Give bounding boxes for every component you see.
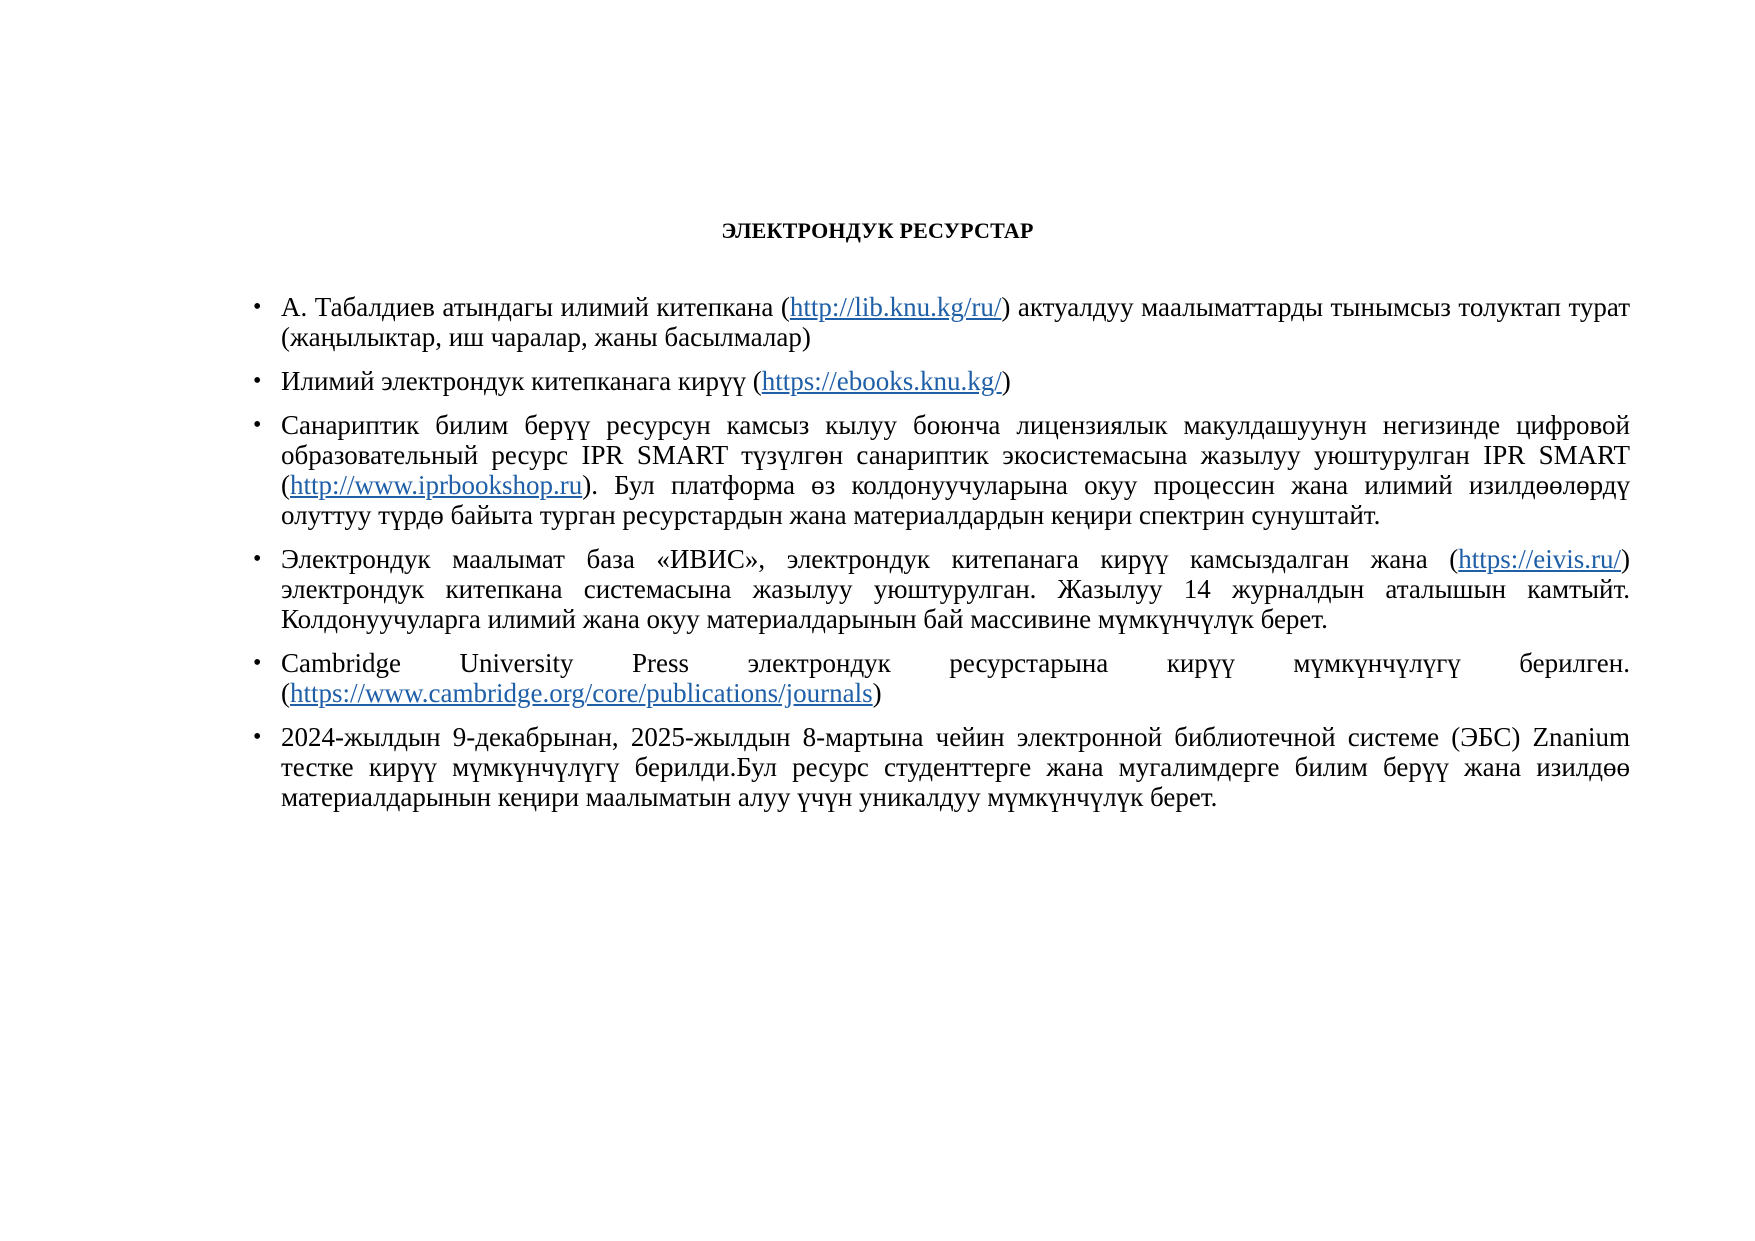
cambridge-link[interactable]: https://www.cambridge.org/core/publications/journals: [290, 678, 873, 708]
list-item: [253, 648, 1630, 708]
lib-knu-link[interactable]: http://lib.knu.kg/ru/: [789, 292, 1002, 322]
list-item: [253, 292, 1630, 352]
item-text-before: Илимий электрондук китепканага кирүү (: [281, 366, 762, 396]
eivis-link[interactable]: https://eivis.ru/: [1458, 544, 1621, 574]
item-text-before: Санариптик билим берүү ресурсун камсыз кылуу боюнча лицензиялык макулдашуунун негизинде цифровой образовательный ресурс IPR SMART түзүлгөн санариптик экосистемасына жазылуу уюштурулган IPR SMART (: [281, 410, 1630, 500]
page-title: ЭЛЕКТРОНДУК РЕСУРСТАР: [721, 218, 1034, 243]
iprbookshop-link[interactable]: http://www.iprbookshop.ru: [290, 470, 583, 500]
list-item: [253, 410, 1630, 530]
resource-list: [253, 292, 1630, 826]
item-text-before: А. Табалдиев атындагы илимий китепкана (: [281, 292, 790, 322]
list-item: [253, 722, 1630, 812]
list-item: [253, 366, 1630, 396]
ebooks-knu-link[interactable]: https://ebooks.knu.kg/: [761, 366, 1002, 396]
item-text-after: ) актуалдуу маалыматтарды тынымсыз толуктап турат (жаңылыктар, иш чаралар, жаны басылмалар): [281, 292, 1630, 352]
bullet-icon: •: [253, 724, 262, 750]
item-text-before: Электрондук маалымат база «ИВИС», электрондук китепанага кирүү камсыздалган жана (: [281, 544, 1459, 574]
bullet-icon: •: [253, 650, 262, 676]
item-text-after: ). Бул платформа өз колдонуучуларына окуу процессин жана илимий изилдөөлөрдү олуттуу түрдө байыта турган ресурстардын жана материалдардын кеңири спектрин сунуштайт.: [281, 470, 1630, 530]
list-item: [253, 544, 1630, 634]
bullet-icon: •: [253, 546, 262, 572]
item-text-after: ) электрондук китепкана системасына жазылуу уюштурулган. Жазылуу 14 журналдын аталышын камтыйт. Колдонуучуларга илимий жана окуу материалдарынын бай массивине мүмкүнчүлүк берет.: [281, 544, 1630, 634]
item-text-before: 2024-жылдын 9-декабрынан, 2025-жылдын 8-мартына чейин электронной библиотечной системе (ЭБС) Znanium тестке кирүү мүмкүнчүлүгү берилди.Бул ресурс студенттерге жана мугалимдерге билим берүү жана изилдөө материалдарынын кеңири маалыматын алуу үчүн уникалдуу мүмкүнчүлүк берет.: [281, 722, 1630, 812]
item-text-after: ): [872, 678, 882, 708]
item-text-before: Cambridge University Press электрондук ресурстарына кирүү мүмкүнчүлүгү берилген. (: [281, 648, 1630, 708]
item-text-after: ): [1001, 366, 1011, 396]
bullet-icon: •: [253, 412, 262, 438]
bullet-icon: •: [253, 368, 262, 394]
bullet-icon: •: [253, 294, 262, 320]
